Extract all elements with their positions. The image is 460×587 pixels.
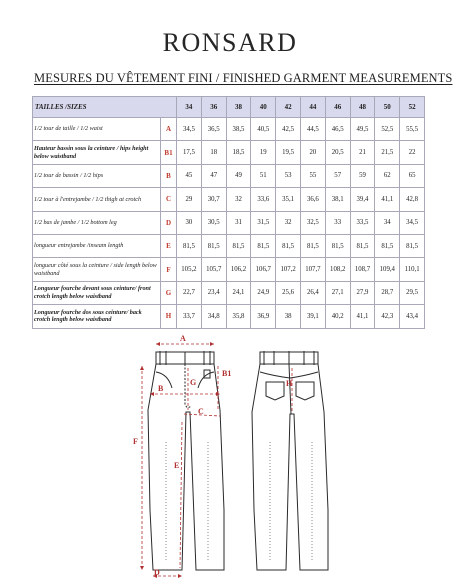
table-cell: 36,5 — [201, 118, 226, 141]
size-header-36: 36 — [201, 97, 226, 118]
table-cell: 52,5 — [375, 118, 400, 141]
table-row — [33, 258, 425, 281]
table-cell: 33,7 — [177, 305, 202, 328]
brand-logo: RONSARD — [162, 28, 298, 57]
table-cell: 21 — [350, 141, 375, 164]
table-cell: 19 — [251, 141, 276, 164]
size-header-46: 46 — [325, 97, 350, 118]
table-cell: 34 — [375, 211, 400, 234]
table-cell: 22 — [400, 141, 425, 164]
table-cell: 81,5 — [350, 234, 375, 257]
table-cell: 49 — [226, 164, 251, 187]
table-cell: 55 — [301, 164, 326, 187]
sizes-header-label: TAILLES /SIZES — [33, 97, 177, 118]
table-row — [33, 118, 425, 141]
table-cell: 42,8 — [400, 188, 425, 211]
table-cell: 35,1 — [276, 188, 301, 211]
table-cell: 34,5 — [177, 118, 202, 141]
table-cell: 20 — [301, 141, 326, 164]
table-row — [33, 164, 425, 187]
table-cell: 38,5 — [226, 118, 251, 141]
table-cell: 81,5 — [177, 234, 202, 257]
measurements-table — [32, 96, 425, 329]
row-description: Longueur fourche dos sous ceinture/ back crotch length below waistband — [33, 305, 161, 328]
size-header-44: 44 — [301, 97, 326, 118]
row-description: longueur entrejambe /inseam length — [33, 234, 161, 257]
document-subtitle: MESURES DU VÊTEMENT FINI / FINISHED GARMENT MEASUREMENTS — [34, 71, 453, 85]
table-cell: 23,4 — [201, 281, 226, 304]
table-cell: 36,9 — [251, 305, 276, 328]
table-cell: 33,5 — [350, 211, 375, 234]
table-cell: 29,5 — [400, 281, 425, 304]
size-header-38: 38 — [226, 97, 251, 118]
table-cell: 81,5 — [325, 234, 350, 257]
row-description: 1/2 tour à l'entrejambe / 1/2 thigh at crotch — [33, 188, 161, 211]
table-cell: 105,2 — [177, 258, 202, 281]
table-cell: 38 — [276, 305, 301, 328]
table-cell: 34,5 — [400, 211, 425, 234]
table-cell: 30,5 — [201, 211, 226, 234]
table-cell: 81,5 — [276, 234, 301, 257]
table-cell: 110,1 — [400, 258, 425, 281]
table-cell: 41,1 — [350, 305, 375, 328]
label-c: C — [198, 407, 204, 416]
table-cell: 62 — [375, 164, 400, 187]
table-cell: 81,5 — [301, 234, 326, 257]
table-cell: 81,5 — [375, 234, 400, 257]
table-cell: 30 — [177, 211, 202, 234]
row-description: 1/2 bas de jambe / 1/2 bottom leg — [33, 211, 161, 234]
table-cell: 49,5 — [350, 118, 375, 141]
table-cell: 32,5 — [301, 211, 326, 234]
row-letter: B — [161, 164, 177, 187]
table-cell: 106,2 — [226, 258, 251, 281]
table-cell: 24,1 — [226, 281, 251, 304]
table-cell: 81,5 — [251, 234, 276, 257]
table-cell: 57 — [325, 164, 350, 187]
table-cell: 59 — [350, 164, 375, 187]
table-cell: 40,5 — [251, 118, 276, 141]
table-cell: 38,1 — [325, 188, 350, 211]
label-f: F — [133, 437, 138, 446]
table-cell: 35,8 — [226, 305, 251, 328]
table-cell: 53 — [276, 164, 301, 187]
label-d: D — [154, 568, 160, 577]
table-cell: 46,5 — [325, 118, 350, 141]
table-cell: 109,4 — [375, 258, 400, 281]
row-description: Hauteur bassin sous la ceinture / hips height below waistband — [33, 141, 161, 164]
table-row — [33, 281, 425, 304]
pants-diagram — [100, 332, 400, 584]
table-cell: 105,7 — [201, 258, 226, 281]
label-g: G — [190, 378, 197, 387]
row-letter: F — [161, 258, 177, 281]
table-cell: 108,2 — [325, 258, 350, 281]
size-header-52: 52 — [400, 97, 425, 118]
table-cell: 107,7 — [301, 258, 326, 281]
row-letter: D — [161, 211, 177, 234]
table-cell: 29 — [177, 188, 202, 211]
table-cell: 108,7 — [350, 258, 375, 281]
table-row — [33, 141, 425, 164]
table-cell: 33 — [325, 211, 350, 234]
table-cell: 17,5 — [177, 141, 202, 164]
table-cell: 44,5 — [301, 118, 326, 141]
table-cell: 22,7 — [177, 281, 202, 304]
table-body — [33, 118, 425, 329]
table-cell: 81,5 — [201, 234, 226, 257]
table-cell: 42,5 — [276, 118, 301, 141]
table-cell: 36,6 — [301, 188, 326, 211]
table-cell: 33,6 — [251, 188, 276, 211]
table-cell: 39,4 — [350, 188, 375, 211]
table-row — [33, 305, 425, 328]
row-letter: H — [161, 305, 177, 328]
table-cell: 31,5 — [251, 211, 276, 234]
size-header-40: 40 — [251, 97, 276, 118]
table-cell: 55,5 — [400, 118, 425, 141]
label-b: B — [158, 384, 164, 393]
table-cell: 40,2 — [325, 305, 350, 328]
size-header-48: 48 — [350, 97, 375, 118]
label-a: A — [180, 334, 186, 343]
table-cell: 47 — [201, 164, 226, 187]
table-cell: 19,5 — [276, 141, 301, 164]
table-cell: 30,7 — [201, 188, 226, 211]
row-letter: B1 — [161, 141, 177, 164]
table-cell: 28,7 — [375, 281, 400, 304]
table-cell: 41,1 — [375, 188, 400, 211]
row-description: Longueur fourche devant sous ceinture/ front crotch length below waistband — [33, 281, 161, 304]
table-cell: 20,5 — [325, 141, 350, 164]
table-cell: 24,9 — [251, 281, 276, 304]
table-row — [33, 234, 425, 257]
table-cell: 18,5 — [226, 141, 251, 164]
table-cell: 43,4 — [400, 305, 425, 328]
table-cell: 51 — [251, 164, 276, 187]
table-cell: 26,4 — [301, 281, 326, 304]
table-cell: 34,8 — [201, 305, 226, 328]
row-letter: C — [161, 188, 177, 211]
table-cell: 42,3 — [375, 305, 400, 328]
row-description: longueur côté sous la ceinture / side length below waistband — [33, 258, 161, 281]
size-header-50: 50 — [375, 97, 400, 118]
table-cell: 27,9 — [350, 281, 375, 304]
table-header-row — [33, 97, 425, 118]
row-description: 1/2 tour de bassin / 1/2 hips — [33, 164, 161, 187]
table-cell: 39,1 — [301, 305, 326, 328]
table-cell: 31 — [226, 211, 251, 234]
label-e: E — [174, 461, 180, 470]
table-cell: 106,7 — [251, 258, 276, 281]
table-cell: 18 — [201, 141, 226, 164]
table-cell: 45 — [177, 164, 202, 187]
table-cell: 107,2 — [276, 258, 301, 281]
table-cell: 32 — [226, 188, 251, 211]
row-letter: G — [161, 281, 177, 304]
row-letter: A — [161, 118, 177, 141]
table-cell: 21,5 — [375, 141, 400, 164]
row-description: 1/2 tour de taille / 1/2 waist — [33, 118, 161, 141]
table-row — [33, 211, 425, 234]
table-cell: 27,1 — [325, 281, 350, 304]
label-h: H — [286, 379, 293, 388]
label-b1: B1 — [222, 369, 232, 378]
row-letter: E — [161, 234, 177, 257]
measure-labels — [133, 334, 231, 577]
table-cell: 81,5 — [226, 234, 251, 257]
size-header-42: 42 — [276, 97, 301, 118]
size-header-34: 34 — [177, 97, 202, 118]
table-row — [33, 188, 425, 211]
table-cell: 25,6 — [276, 281, 301, 304]
table-cell: 32 — [276, 211, 301, 234]
table-cell: 65 — [400, 164, 425, 187]
table-cell: 81,5 — [400, 234, 425, 257]
